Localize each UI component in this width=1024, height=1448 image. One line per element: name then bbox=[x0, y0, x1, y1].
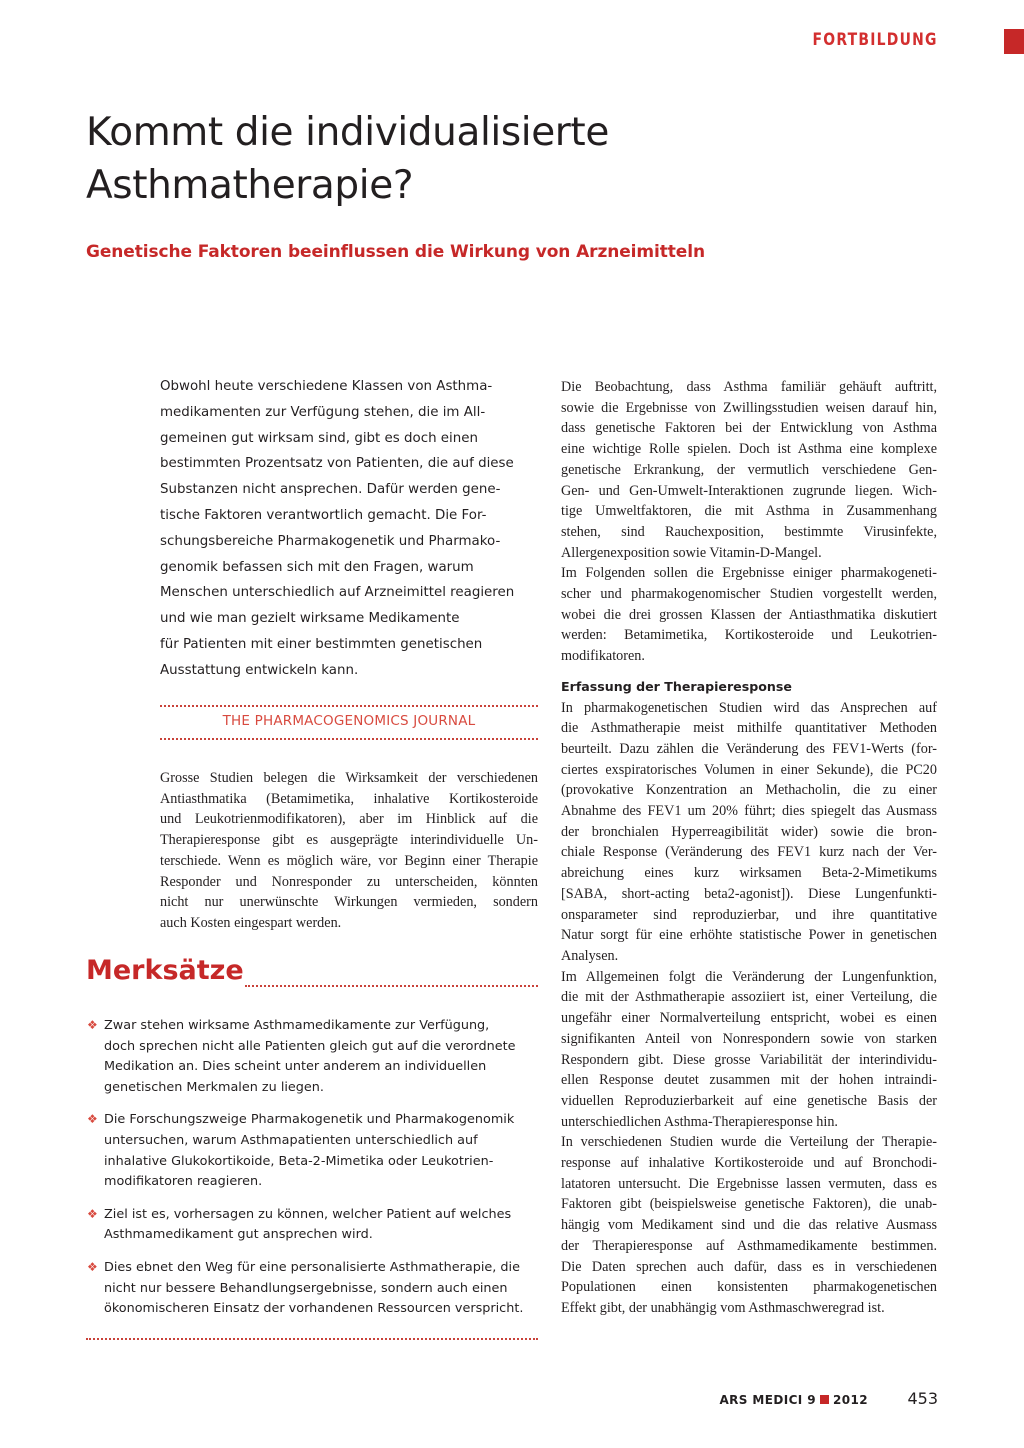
merksatz-line: ökonomischeren Einsatz der vorhandenen Ressourcen verspricht. bbox=[104, 1301, 524, 1317]
body-paragraph bbox=[561, 698, 937, 967]
merksaetze-list bbox=[86, 1016, 538, 1332]
footer-square-marker bbox=[820, 1395, 829, 1404]
body-line: latatoren untersucht. Die Ergebnisse lassen vermuten, dass es bbox=[561, 1175, 937, 1192]
lead-line: gemeinen gut wirksam sind, gibt es doch einen bbox=[160, 430, 478, 446]
body-paragraph bbox=[561, 377, 937, 563]
intro-line: auch Kosten eingespart werden. bbox=[160, 914, 342, 931]
body-line: werden: Betamimetika, Kortikosteroide und Leukotrien- bbox=[561, 627, 937, 644]
lead-line: medikamenten zur Verfügung stehen, die im All- bbox=[160, 404, 486, 420]
section-subheading: Erfassung der Therapieresponse bbox=[561, 678, 792, 694]
body-line: sowie die Ergebnisse von Zwillingsstudien weisen darauf hin, bbox=[561, 399, 937, 416]
merksatz-line: Asthmamedikament gut ansprechen wird. bbox=[104, 1227, 373, 1243]
merksatz-text bbox=[104, 1110, 538, 1192]
merksatz-line: nicht nur bessere Behandlungsergebnisse, sondern auch einen bbox=[104, 1280, 508, 1296]
merksatz-item bbox=[86, 1205, 538, 1246]
merksatz-text bbox=[104, 1258, 538, 1320]
merksatz-text bbox=[104, 1016, 538, 1098]
body-line: dass genetische Faktoren bei der Entwicklung von Asthma bbox=[561, 420, 937, 437]
intro-line: terschiede. Wenn es möglich wäre, vor Beginn einer Therapie bbox=[160, 852, 538, 869]
body-line: wobei die drei grossen Klassen der Antiasthmatika diskutiert bbox=[561, 606, 937, 623]
lead-line: genomik befassen sich mit den Fragen, warum bbox=[160, 559, 474, 575]
body-line: onsparameter sind reproduzierbar, und ihre quantitative bbox=[561, 906, 937, 923]
body-line: Allergenexposition sowie Vitamin-D-Mangel. bbox=[561, 544, 822, 561]
merksatz-item bbox=[86, 1016, 538, 1098]
diamond-bullet-icon: ❖ bbox=[87, 1018, 98, 1032]
lead-line: für Patienten mit einer bestimmten genetischen bbox=[160, 636, 483, 652]
body-line: der Therapieresponse auf Asthmamedikamente bestimmen. bbox=[561, 1237, 937, 1254]
body-line: In verschiedenen Studien wurde die Verteilung der Therapie- bbox=[561, 1134, 937, 1151]
page-number: 453 bbox=[907, 1389, 938, 1408]
body-line: tige Umweltfaktoren, die mit Asthma in Zusammenhang bbox=[561, 503, 937, 520]
body-line: Analysen. bbox=[561, 947, 619, 964]
intro-line: Responder und Nonresponder zu unterscheiden, könnten bbox=[160, 873, 538, 890]
body-line: Effekt gibt, der unabhängig vom Asthmaschweregrad ist. bbox=[561, 1299, 885, 1316]
merksatz-line: inhalative Glukokortikoide, Beta-2-Mimetika oder Leukotrien- bbox=[104, 1153, 494, 1169]
lead-line: Obwohl heute verschiedene Klassen von Asthma- bbox=[160, 379, 493, 394]
intro-line: nicht nur unerwünschte Wirkungen vermieden, sondern bbox=[160, 894, 538, 911]
section-marker-block bbox=[1004, 29, 1024, 54]
body-line: ellen Response deutet zusammen mit der hohen intraindi- bbox=[561, 1072, 937, 1089]
footer-journal bbox=[719, 1393, 868, 1407]
body-line: die mit der Asthmatherapie assoziiert ist, einer Verteilung, die bbox=[561, 989, 937, 1006]
intro-line: Therapieresponse gibt es ausgeprägte interindividuelle Un- bbox=[160, 832, 538, 849]
body-line: signifikanten Anteil von Nonrespondern sowie von starken bbox=[561, 1030, 937, 1047]
merksaetze-heading: Merksätze bbox=[86, 955, 244, 986]
body-line: ciertes exspiratorisches Volumen in einer Sekunde), die PC20 bbox=[561, 761, 937, 778]
body-line: beurteilt. Dazu zählen die Veränderung des FEV1-Werts (for- bbox=[561, 740, 937, 757]
lead-line: Ausstattung entwickeln kann. bbox=[160, 662, 359, 678]
body-line: In pharmakogenetischen Studien wird das Ansprechen auf bbox=[561, 699, 937, 716]
body-line: [SABA, short-acting beta2-agonist]). Diese Lungenfunkti- bbox=[561, 885, 937, 902]
body-line: chiale Response (Veränderung des FEV1 kurz nach der Ver- bbox=[561, 844, 937, 861]
merksaetze-bottom-rule bbox=[86, 1338, 538, 1340]
merksatz-text bbox=[104, 1205, 538, 1246]
body-line: stehen, sind Rauchexposition, bestimmte Virusinfekte, bbox=[561, 523, 937, 540]
body-line: ungefähr einer Normalverteilung entspricht, wobei es einen bbox=[561, 1010, 937, 1027]
footer-journal-name: ARS MEDICI 9 bbox=[719, 1393, 816, 1407]
body-line: Natur sorgt für eine erhöhte statistische Power in genetischen bbox=[561, 927, 937, 944]
body-line: genetische Erkrankung, der vermutlich verschiedene Gen- bbox=[561, 461, 937, 478]
body-line: die Asthmatherapie meist mithilfe quantitativer Methoden bbox=[561, 720, 937, 737]
body-line: eine wichtige Rolle spielen. Doch ist Asthma eine komplexe bbox=[561, 441, 937, 458]
body-right-column bbox=[561, 377, 937, 1319]
body-line: Die Daten sprechen auch dafür, dass es in verschiedenen bbox=[561, 1258, 937, 1275]
body-line: viduellen Reproduzierbarkeit auf eine genetische Basis der bbox=[561, 1092, 937, 1109]
lead-line: tische Faktoren verantwortlich gemacht. Die For- bbox=[160, 507, 487, 523]
merksatz-line: untersuchen, warum Asthmapatienten unterschiedlich auf bbox=[104, 1132, 478, 1148]
body-line: Respondern gibt. Diese grosse Variabilität der interindividu- bbox=[561, 1051, 937, 1068]
body-line: response auf inhalative Kortikosteroide und auf Bronchodi- bbox=[561, 1155, 937, 1172]
lead-line: schungsbereiche Pharmakogenetik und Pharmako- bbox=[160, 533, 501, 549]
body-line: scher und pharmakogenomischer Studien vorgestellt werden, bbox=[561, 586, 937, 603]
lead-line: bestimmten Prozentsatz von Patienten, die auf diese bbox=[160, 456, 514, 472]
body-line: hängig vom Medikament sind und die das relative Ausmass bbox=[561, 1217, 937, 1234]
body-line: Faktoren gibt (beispielsweise genetische Faktoren), die unab- bbox=[561, 1196, 937, 1213]
merksatz-item bbox=[86, 1110, 538, 1192]
body-paragraph bbox=[561, 1132, 937, 1318]
body-line: der bronchialen Hyperreagibilität wider) sowie die bron- bbox=[561, 823, 937, 840]
section-label: FORTBILDUNG bbox=[812, 30, 938, 50]
body-line: (provokative Konzentration an Methacholin, die zu einer bbox=[561, 782, 937, 799]
body-paragraph bbox=[561, 967, 937, 1133]
footer-year: 2012 bbox=[833, 1393, 868, 1407]
merksatz-line: modifikatoren reagieren. bbox=[104, 1174, 263, 1190]
body-line: Populationen einen konsistenten pharmakogenetischen bbox=[561, 1279, 937, 1296]
source-credit: THE PHARMACOGENOMICS JOURNAL bbox=[222, 713, 476, 729]
article-title: Kommt die individualisierte Asthmatherapie? bbox=[86, 110, 609, 208]
lead-line: Substanzen nicht ansprechen. Dafür werden gene- bbox=[160, 482, 501, 498]
intro-line: und Leukotrienmodifikatoren), aber im Hinblick auf die bbox=[160, 811, 538, 828]
body-line: unterschiedlichen Asthma-Therapieresponse hin. bbox=[561, 1113, 838, 1130]
body-line: Abnahme des FEV1 um 20% führt; dies spiegelt das Ausmass bbox=[561, 803, 937, 820]
body-line: abreichung eines kurz wirksamen Beta-2-Mimetikums bbox=[561, 865, 937, 882]
body-line: Im Allgemeinen folgt die Veränderung der Lungenfunktion, bbox=[561, 968, 937, 985]
merksatz-line: Die Forschungszweige Pharmakogenetik und Pharmakogenomik bbox=[104, 1112, 515, 1128]
body-line: modifikatoren. bbox=[561, 648, 645, 665]
source-bottom-rule bbox=[160, 738, 538, 740]
merksatz-line: doch sprechen nicht alle Patienten gleich gut auf die verordnete bbox=[104, 1038, 516, 1054]
intro-line: Grosse Studien belegen die Wirksamkeit der verschiedenen bbox=[160, 770, 538, 786]
body-line: Gen- und Gen-Umwelt-Interaktionen zugrunde liegen. Wich- bbox=[561, 482, 937, 499]
lead-line: Menschen unterschiedlich auf Arzneimittel reagieren bbox=[160, 585, 515, 601]
article-subtitle: Genetische Faktoren beeinflussen die Wirkung von Arzneimitteln bbox=[86, 242, 705, 262]
merksaetze-heading-rule bbox=[245, 985, 538, 987]
merksatz-item bbox=[86, 1258, 538, 1320]
body-line: Im Folgenden sollen die Ergebnisse einiger pharmakogeneti- bbox=[561, 565, 937, 582]
intro-paragraph bbox=[160, 768, 538, 934]
lead-line: und wie man gezielt wirksame Medikamente bbox=[160, 611, 460, 627]
body-line: Die Beobachtung, dass Asthma familiär gehäuft auftritt, bbox=[561, 379, 937, 395]
merksatz-line: Zwar stehen wirksame Asthmamedikamente zur Verfügung, bbox=[104, 1018, 490, 1033]
diamond-bullet-icon: ❖ bbox=[87, 1112, 98, 1127]
diamond-bullet-icon: ❖ bbox=[87, 1259, 98, 1274]
merksatz-line: genetischen Merkmalen zu liegen. bbox=[104, 1079, 324, 1095]
diamond-bullet-icon: ❖ bbox=[87, 1206, 98, 1221]
merksatz-line: Ziel ist es, vorhersagen zu können, welcher Patient auf welches bbox=[104, 1206, 512, 1222]
source-top-rule bbox=[160, 705, 538, 707]
merksatz-line: Dies ebnet den Weg für eine personalisierte Asthmatherapie, die bbox=[104, 1259, 520, 1275]
article-lead bbox=[160, 374, 538, 684]
intro-line: Antiasthmatika (Betamimetika, inhalative Kortikosteroide bbox=[160, 790, 538, 807]
body-paragraph bbox=[561, 563, 937, 667]
merksatz-line: Medikation an. Dies scheint unter anderem an individuellen bbox=[104, 1059, 487, 1075]
